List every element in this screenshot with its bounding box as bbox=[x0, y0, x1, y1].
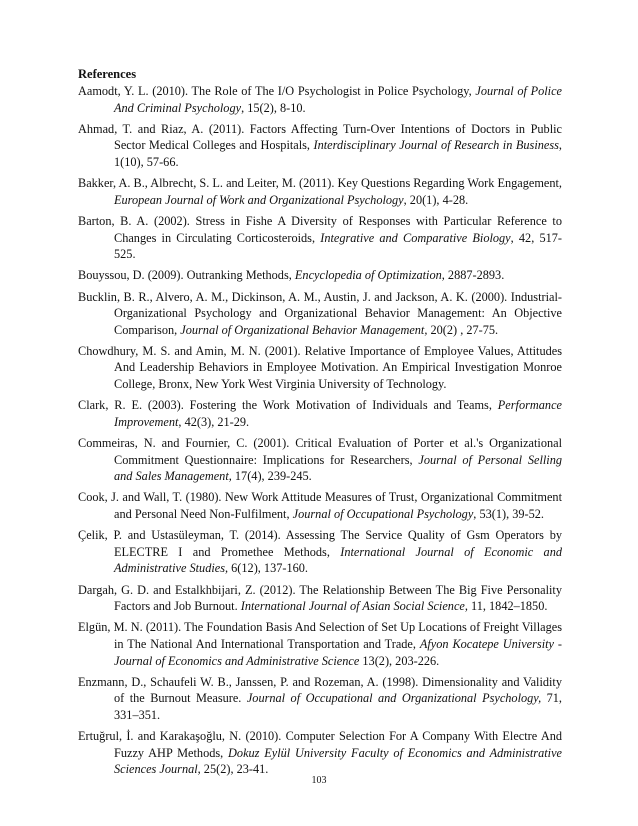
reference-details: 13(2), 203-226. bbox=[359, 653, 440, 668]
reference-source: Journal of Organizational Behavior Management, bbox=[180, 322, 428, 337]
reference-details: , 1(10), 57-66. bbox=[114, 138, 562, 169]
reference-details: 20(2) , 27-75. bbox=[427, 322, 499, 337]
reference-source: Integrative and Comparative Biology bbox=[320, 230, 511, 245]
reference-entry bbox=[78, 527, 562, 577]
reference-source: Performance Improvement bbox=[114, 398, 562, 429]
reference-details: , 53(1), 39-52. bbox=[473, 507, 544, 521]
reference-text: Ahmad, T. and Riaz, A. (2011). Factors Affecting Turn-Over Intentions of Doctors in Public Sector Medical Colleges and Hospitals, bbox=[78, 121, 562, 153]
reference-entry bbox=[78, 289, 562, 339]
reference-text: Dargah, G. D. and Estalkhbijari, Z. (2012). The Relationship Between The Big Five Personality Factors and Job Burnout. bbox=[78, 582, 562, 614]
reference-text: Barton, B. A. (2002). Stress in Fishe A Diversity of Responses with Particular Reference to Changes in Circulating Corticosteroids, bbox=[78, 213, 562, 245]
reference-details: , 42, 517-525. bbox=[114, 230, 563, 262]
reference-entry bbox=[78, 435, 562, 485]
reference-text: Chowdhury, M. S. and Amin, M. N. (2001). Relative Importance of Employee Values, Attitudes And Leadership Behaviors in Employee Motivation. An Empirical Investigation Monroe College, Bronx, New York West Virginia University of Technology. bbox=[78, 343, 562, 392]
reference-text: Çelik, P. and Ustasüleyman, T. (2014). Assessing The Service Quality of Gsm Operators by ELECTRE I and Promethee Methods, bbox=[78, 528, 562, 559]
reference-entry bbox=[78, 83, 562, 116]
reference-entry bbox=[78, 267, 562, 284]
reference-entry bbox=[78, 343, 562, 393]
reference-source: International Journal of Economic and Administrative Studies, bbox=[114, 544, 562, 576]
reference-source: Journal of Police And Criminal Psychology bbox=[114, 84, 562, 115]
reference-entry bbox=[78, 489, 562, 522]
reference-entry bbox=[78, 728, 562, 778]
reference-details: 11, 1842–1850. bbox=[467, 599, 548, 614]
reference-details: 71, 331–351. bbox=[114, 691, 562, 722]
reference-details: , 15(2), 8-10. bbox=[241, 100, 306, 115]
reference-text: Bakker, A. B., Albrecht, S. L. and Leiter, M. (2011). Key Questions Regarding Work Engagement, bbox=[78, 176, 562, 191]
reference-details: , 42(3), 21-29. bbox=[178, 414, 250, 429]
reference-text: Aamodt, Y. L. (2010). The Role of The I/O Psychologist in Police Psychology, bbox=[78, 84, 476, 98]
reference-source: Journal of Occupational and Organizational Psychology, bbox=[246, 691, 542, 706]
reference-entry bbox=[78, 121, 562, 171]
reference-details: 25(2), 23-41. bbox=[200, 762, 269, 777]
reference-source: European Journal of Work and Organizational Psychology bbox=[114, 192, 404, 207]
reference-text: Enzmann, D., Schaufeli W. B., Janssen, P. and Rozeman, A. (1998). Dimensionality and Validity of the Burnout Measure. bbox=[78, 674, 562, 706]
reference-text: Commeiras, N. and Fournier, C. (2001). Critical Evaluation of Porter et al.'s Organizational Commitment Questionnaire: Implications for Researchers, bbox=[78, 436, 562, 467]
reference-text: Ertuğrul, İ. and Karakaşoğlu, N. (2010). Computer Selection For A Company With Electre And Fuzzy AHP Methods, bbox=[78, 729, 562, 760]
reference-source: Journal of Personal Selling and Sales Management, bbox=[114, 452, 562, 484]
reference-entry bbox=[78, 397, 562, 430]
reference-entry bbox=[78, 175, 562, 208]
reference-source: Afyon Kocatepe University - Journal of Economics and Administrative Science bbox=[114, 636, 562, 668]
reference-details: , 20(1), 4-28. bbox=[403, 192, 469, 207]
reference-text: Cook, J. and Wall, T. (1980). New Work Attitude Measures of Trust, Organizational Commitment and Personal Need Non-Fulfilment, bbox=[78, 490, 562, 521]
page-number: 103 bbox=[311, 775, 327, 786]
reference-details: 6(12), 137-160. bbox=[228, 561, 308, 576]
reference-text: Clark, R. E. (2003). Fostering the Work Motivation of Individuals and Teams, bbox=[78, 398, 498, 413]
reference-entry bbox=[78, 674, 562, 724]
reference-text: Bucklin, B. R., Alvero, A. M., Dickinson, A. M., Austin, J. and Jackson, A. K. (2000). Industrial-Organizational Psychology and Organizational Behavior Management: An Objective Comparison, bbox=[78, 289, 562, 337]
reference-source: International Journal of Asian Social Science, bbox=[240, 599, 468, 614]
reference-details: 17(4), 239-245. bbox=[231, 469, 312, 484]
reference-list bbox=[78, 83, 562, 782]
reference-entry bbox=[78, 213, 562, 263]
reference-entry bbox=[78, 582, 562, 615]
reference-source: Dokuz Eylül University Faculty of Economics and Administrative Sciences Journal, bbox=[114, 745, 562, 777]
reference-entry bbox=[78, 619, 562, 669]
reference-text: Bouyssou, D. (2009). Outranking Methods, bbox=[78, 268, 295, 283]
reference-source: Encyclopedia of Optimization, bbox=[294, 268, 445, 283]
reference-text: Elgün, M. N. (2011). The Foundation Basis And Selection of Set Up Locations of Freight Villages in The National And International Transportation and Trade, bbox=[78, 620, 562, 651]
references-heading: References bbox=[78, 67, 137, 81]
reference-details: 2887-2893. bbox=[444, 268, 505, 283]
reference-source: Interdisciplinary Journal of Research in Business bbox=[313, 138, 559, 153]
reference-source: Journal of Occupational Psychology bbox=[292, 507, 474, 521]
